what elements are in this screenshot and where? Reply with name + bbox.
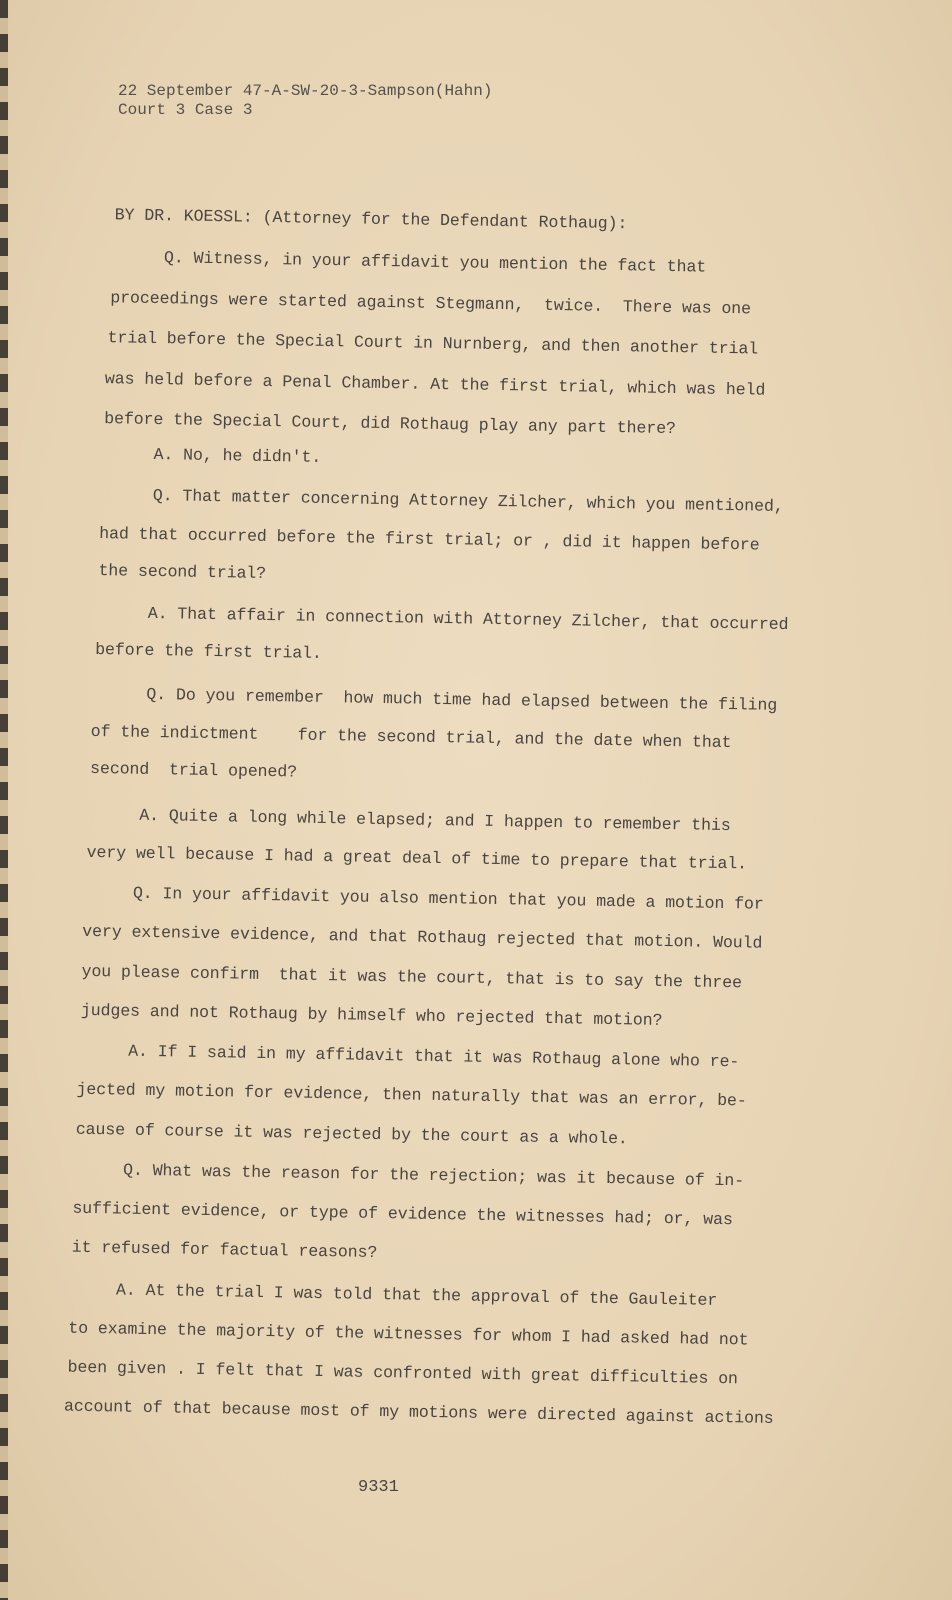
header-court-case: Court 3 Case 3 xyxy=(118,101,253,119)
speaker-line: BY DR. KOESSL: (Attorney for the Defendant Rothaug): xyxy=(114,205,628,234)
text-line: Q. That matter concerning Attorney Zilcher, which you mentioned, xyxy=(152,485,784,516)
text-line: A. If I said in my affidavit that it was Rothaug alone who re- xyxy=(127,1041,740,1072)
text-line: was held before a Penal Chamber. At the first trial, which was held xyxy=(104,369,766,400)
text-line: A. That affair in connection with Attorney Zilcher, that occurred xyxy=(147,603,789,635)
text-line: to examine the majority of the witnesses for whom I had asked had not xyxy=(68,1318,749,1350)
text-line: cause of course it was rejected by the court as a whole. xyxy=(75,1119,628,1149)
header-date-reference: 22 September 47-A-SW-20-3-Sampson(Hahn) xyxy=(118,82,493,100)
text-line: Q. Do you remember how much time had elapsed between the filing xyxy=(146,684,778,715)
text-line: trial before the Special Court in Nurnberg, and then another trial xyxy=(107,328,759,359)
text-line: it refused for factual reasons? xyxy=(71,1237,378,1262)
text-line: had that occurred before the first trial; or , did it happen before xyxy=(99,524,760,555)
text-line: very well because I had a great deal of time to prepare that trial. xyxy=(86,842,748,874)
text-line: Q. What was the reason for the rejection; was it because of in- xyxy=(122,1160,745,1191)
text-line: the second trial? xyxy=(98,561,267,583)
text-line: before the Special Court, did Rothaug play any part there? xyxy=(104,409,677,439)
text-line: been given . I felt that I was confronted with great difficulties on xyxy=(67,1357,739,1389)
text-line: you please confirm that it was the court, that is to say the three xyxy=(81,961,743,993)
text-line: A. At the trial I was told that the approval of the Gauleiter xyxy=(115,1280,718,1310)
text-line: jected my motion for evidence, then naturally that was an error, be- xyxy=(76,1079,747,1111)
text-line: sufficient evidence, or type of evidence the witnesses had; or, was xyxy=(72,1198,733,1230)
binding-edge xyxy=(0,0,8,1600)
text-line: proceedings were started against Stegmann, twice. There was one xyxy=(110,288,752,319)
text-line: A. No, he didn't. xyxy=(153,444,322,467)
text-line: Q. Witness, in your affidavit you mention the fact that xyxy=(163,248,707,277)
text-line: A. Quite a long while elapsed; and I happen to remember this xyxy=(139,805,731,836)
text-line: before the first trial. xyxy=(94,639,323,663)
document-header xyxy=(118,82,492,120)
page-number: 9331 xyxy=(358,1478,399,1497)
text-line: Q. In your affidavit you also mention that you made a motion for xyxy=(132,883,764,914)
text-line: account of that because most of my motions were directed against actions xyxy=(63,1396,774,1428)
text-line: second trial opened? xyxy=(89,758,298,782)
text-line: very extensive evidence, and that Rothaug rejected that motion. Would xyxy=(82,921,763,953)
text-line: judges and not Rothaug by himself who rejected that motion? xyxy=(80,1000,663,1030)
text-line: of the indictment for the second trial, and the date when that xyxy=(90,721,732,753)
